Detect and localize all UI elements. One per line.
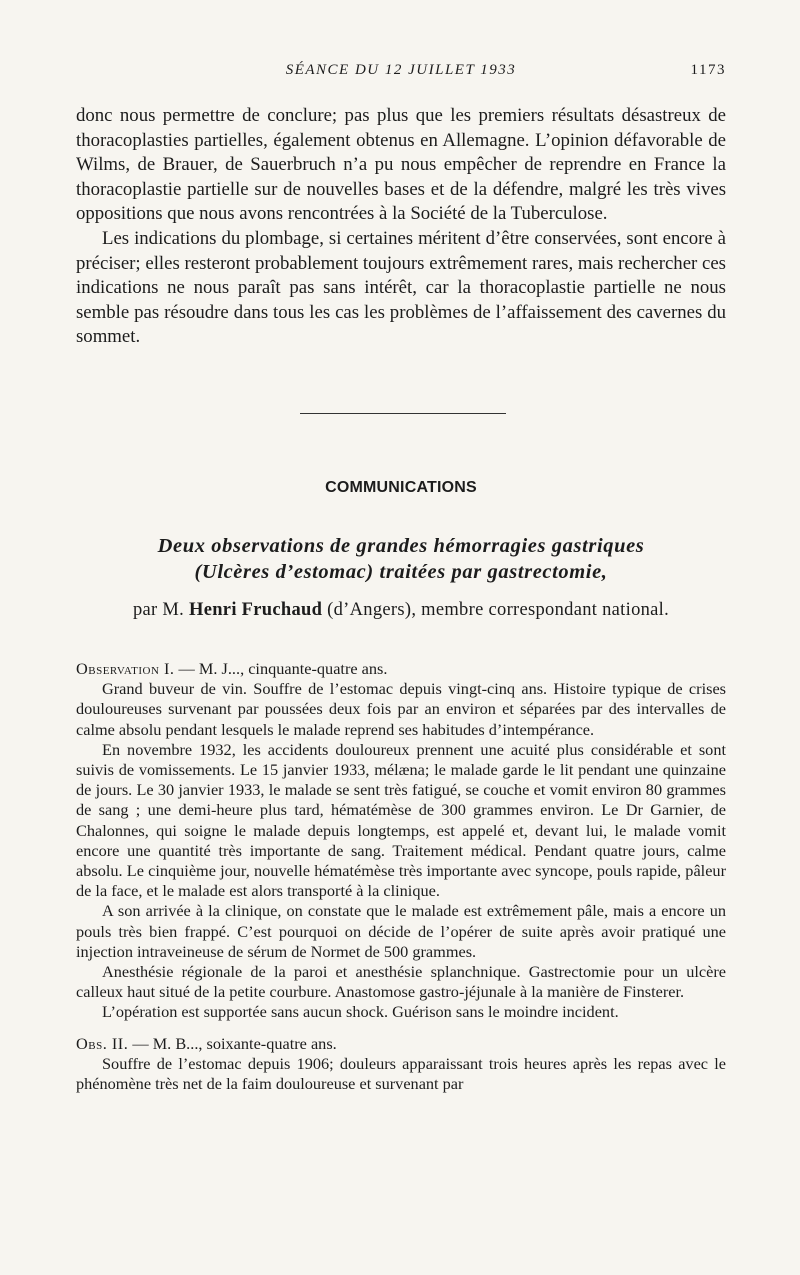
observation-lead: — M. J..., cinquante-quatre ans. — [174, 659, 388, 678]
byline-prefix: par M. — [132, 600, 185, 620]
section-divider — [300, 413, 506, 414]
article-title — [76, 533, 726, 585]
paragraph: Anesthésie régionale de la paroi et anesthésie splanchnique. Gastrectomie pour un ulcère calleux haut situé de la petite courbure. Anastomose gastro-jéjunale à la manière de Finsterer. — [76, 962, 726, 1002]
observation-heading — [76, 659, 726, 679]
observations-body — [76, 659, 726, 1094]
continued-text — [76, 104, 726, 350]
section-heading: COMMUNICATIONS — [325, 479, 477, 496]
byline-suffix: (d’Angers), membre correspondant national. — [327, 600, 670, 620]
paragraph: A son arrivée à la clinique, on constate que le malade est extrêmement pâle, mais a encore un pouls très bien frappé. C’est pourquoi on décide de l’opérer de suite après avoir pratiqué une injection intraveineuse de sérum de Normet de 500 grammes. — [76, 901, 726, 961]
article-title-line: (Ulcères d’estomac) traitées par gastrectomie, — [194, 561, 608, 583]
running-header — [76, 62, 726, 86]
observation-label: Observation I. — [76, 659, 175, 678]
article-title-line: Deux observations de grandes hémorragies gastriques — [157, 535, 645, 557]
observation-lead: — M. B..., soixante-quatre ans. — [128, 1033, 337, 1053]
paragraph: L’opération est supportée sans aucun shock. Guérison sans le moindre incident. — [102, 1002, 619, 1022]
paragraph: donc nous permettre de conclure; pas plus que les premiers résultats désastreux de thoracoplasties partielles, également obtenus en Allemagne. L’opinion défavorable de Wilms, de Brauer, de Sauerbruch n’a pu nous empêcher de reprendre en France la thoracoplastie partielle sur de nouvelles bases et de la défendre, malgré les très vives oppositions que nous avons rencontrées à la Société de la Tuberculose. — [76, 105, 726, 225]
running-title: SÉANCE DU 12 JUILLET 1933 — [285, 62, 517, 78]
paragraph: Grand buveur de vin. Souffre de l’estomac depuis vingt-cinq ans. Histoire typique de crises douloureuses survenant par poussées deux fois par an environ et séparées par des intervalles de calme absolu pendant lesquels le malade reprend ses habitudes d’intempérance. — [76, 679, 726, 739]
observation-label: Obs. II. — [76, 1033, 129, 1053]
paragraph: Souffre de l’estomac depuis 1906; douleurs apparaissant trois heures après les repas avec le phénomène très net de la faim douloureuse et survenant par — [76, 1053, 726, 1094]
article-byline — [76, 600, 726, 621]
paragraph: Les indications du plombage, si certaines méritent d’être conservées, sont encore à préciser; elles resteront probablement toujours extrêmement rares, mais rechercher ces indications ne nous paraît pas sans intérêt, car la thoracoplastie partielle ne nous semble pas résoudre dans tous les cas les problèmes de l’affaissement des cavernes du sommet. — [76, 227, 726, 348]
observation-heading — [76, 1034, 726, 1054]
author-name: Henri Fruchaud — [189, 600, 323, 620]
paragraph: En novembre 1932, les accidents douloureux prennent une acuité plus considérable et sont suivis de vomissements. Le 15 janvier 1933, mélæna; le malade garde le lit pendant une quinzaine de jours. Le 30 janvier 1933, le malade se sent très fatigué, se couche et vomit environ 80 grammes de sang ; une demi-heure plus tard, hématémèse de 300 grammes environ. Le Dr Garnier, de Chalonnes, qui soigne le malade depuis longtemps, est appelé et, devant lui, le malade vomit encore une quantité très importante de sang. Traitement médical. Pendant quatre jours, calme absolu. Le cinquième jour, nouvelle hématémèse très importante avec syncope, pouls rapide, pâleur de la face, et le malade est alors transporté à la clinique. — [76, 739, 726, 901]
page-number: 1173 — [690, 62, 726, 78]
